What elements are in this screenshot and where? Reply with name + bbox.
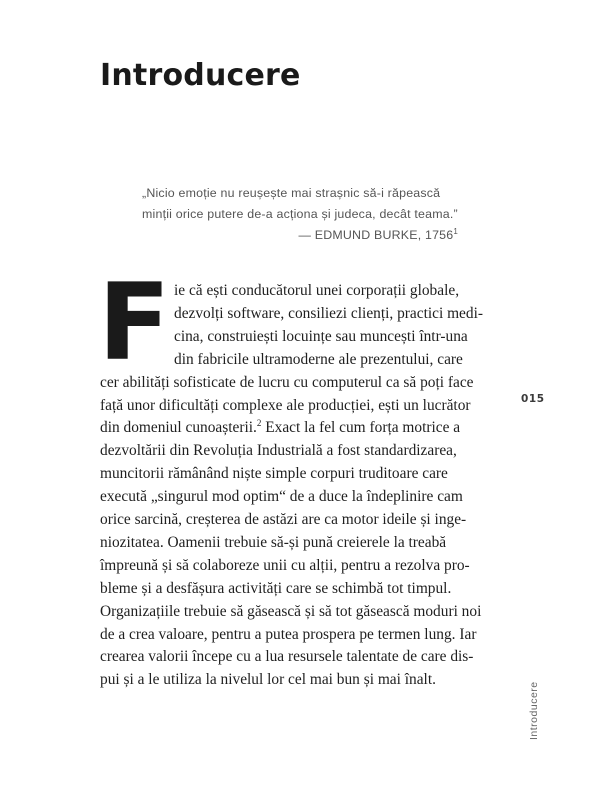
- drop-cap: F: [98, 261, 171, 384]
- text-segment: din domeniul cunoașterii.: [100, 419, 257, 437]
- epigraph-line: minții orice putere de-a acționa și judeca, decât teama.”: [142, 207, 458, 221]
- text-line: dezvolți software, consiliezi clienți, practici medi-: [174, 304, 483, 322]
- text-line: crearea valorii începe cu a lua resursele talentate de care dis-: [100, 648, 474, 666]
- text-line: din fabricile ultramoderne ale prezentului, care: [174, 350, 463, 368]
- text-line: pui și a le utiliza la nivelul lor cel mai bun și mai înalt.: [100, 671, 436, 689]
- page-number: 015: [521, 393, 545, 405]
- text-line: împreună și să colaboreze unii cu alții, pentru a rezolva pro-: [100, 556, 470, 574]
- text-line: dezvoltării din Revoluția Industrială a fost standardizarea,: [100, 442, 457, 460]
- text-line: cina, construiești locuințe sau muncești într-una: [174, 327, 468, 345]
- text-line: execută „singurul mod optim“ de a duce la îndeplinire cam: [100, 488, 463, 506]
- text-line: ie că ești conducătorul unei corporații globale,: [174, 282, 460, 299]
- epigraph: [142, 183, 472, 246]
- text-line: de a crea valoare, pentru a putea prospera pe termen lung. Iar: [100, 625, 477, 643]
- text-line: muncitorii rămânând niște simple corpuri truditoare care: [100, 465, 448, 483]
- text-segment: Exact la fel cum forța motrice a: [265, 419, 461, 437]
- epigraph-line: „Nicio emoție nu reușește mai strașnic să-i răpească: [142, 186, 441, 200]
- text-line: [100, 417, 460, 440]
- text-line: față unor dificultăți complexe ale producției, ești un lucrător: [100, 396, 471, 414]
- footnote-ref: 2: [256, 418, 262, 429]
- running-head: Introducere: [528, 681, 540, 740]
- footnote-ref: 1: [453, 227, 458, 236]
- chapter-title: Introducere: [100, 58, 301, 93]
- attribution-text: — EDMUND BURKE, 1756: [298, 228, 454, 242]
- text-line: orice sarcină, creșterea de astăzi are ca motor ideile și inge-: [100, 511, 467, 528]
- text-line: bleme și a desfășura activități care se schimbă tot timpul.: [100, 579, 452, 597]
- text-line: niozitatea. Oamenii trebuie să-și pună creierele la treabă: [100, 533, 447, 551]
- text-line: Organizațiile trebuie să găsească și să tot găsească moduri noi: [100, 602, 482, 620]
- epigraph-attribution: [142, 225, 458, 246]
- text-line: cer abilități sofisticate de lucru cu computerul ca să poți face: [100, 373, 474, 391]
